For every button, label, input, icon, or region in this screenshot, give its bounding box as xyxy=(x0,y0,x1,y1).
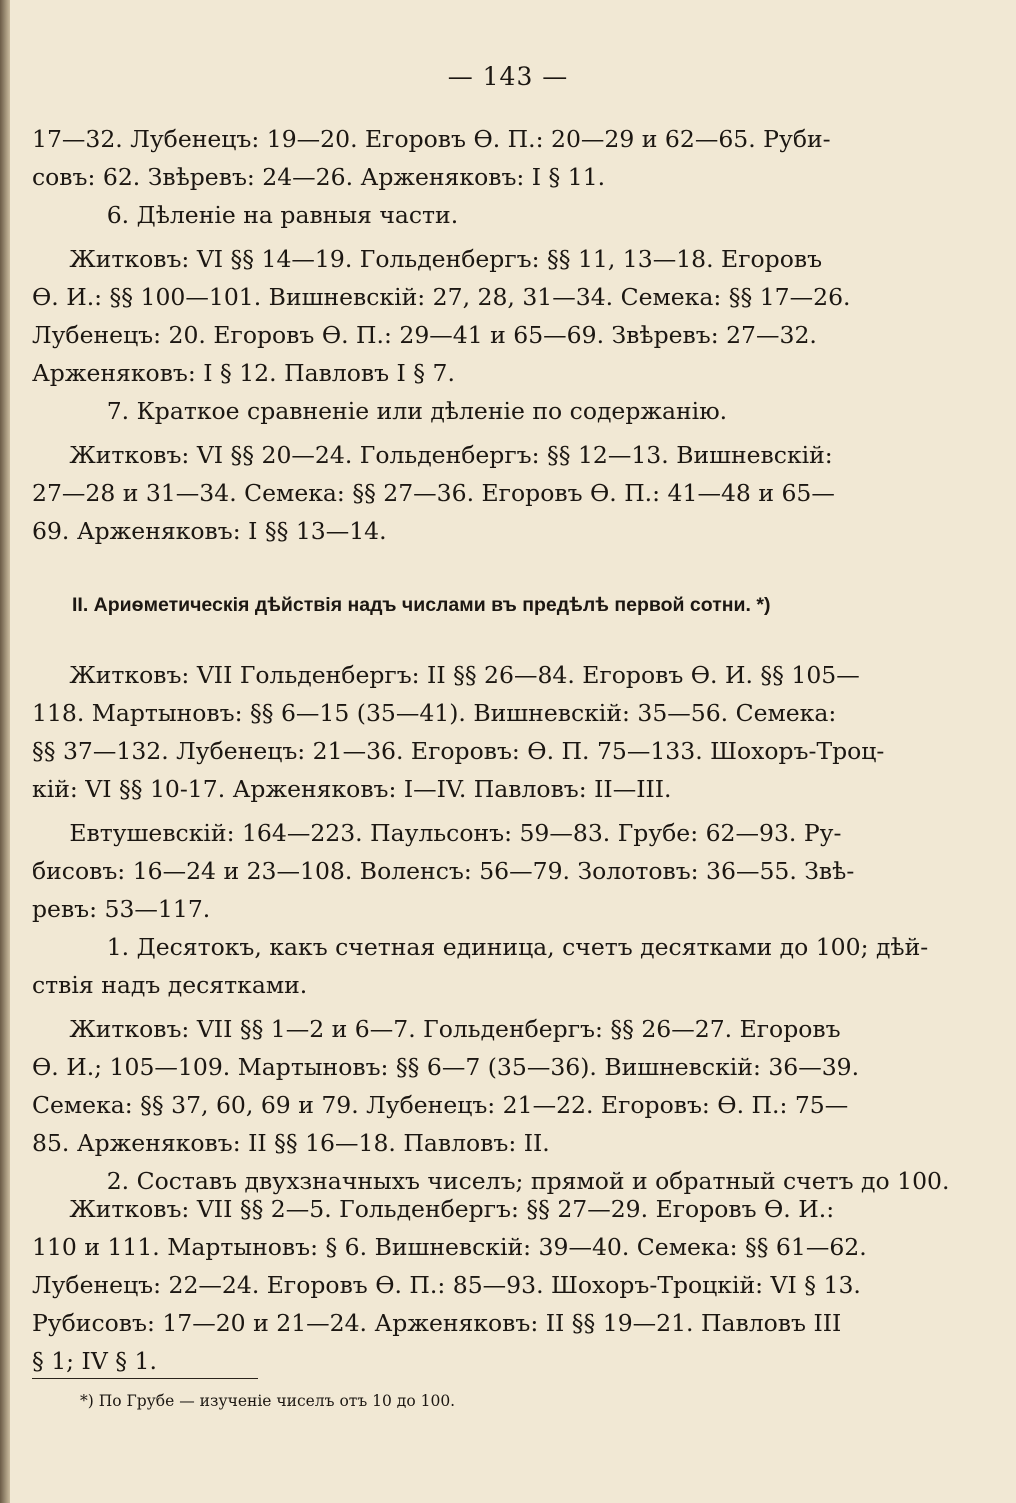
paragraph-block xyxy=(32,814,932,1004)
text-line: 17—32. Лубенецъ: 19—20. Егоровъ Ѳ. П.: 20—29 и 62—65. Руби- xyxy=(32,125,831,153)
text-line: Житковъ: VII §§ 1—2 и 6—7. Гольденбергъ: §§ 26—27. Егоровъ xyxy=(32,1015,841,1043)
text-line: Житковъ: VI §§ 14—19. Гольденбергъ: §§ 11, 13—18. Егоровъ xyxy=(32,245,823,273)
paragraph-block xyxy=(32,240,932,430)
footnote-rule xyxy=(32,1378,258,1379)
text-line: кій: VI §§ 10-17. Арженяковъ: I—IV. Павловъ: II—III. xyxy=(32,775,672,803)
text-line: 2. Составъ двухзначныхъ чиселъ; прямой и обратный счетъ до 100. xyxy=(32,1167,950,1195)
text-line: § 1; IV § 1. xyxy=(32,1347,157,1375)
section-heading: II. Ариѳметическія дѣйствія надъ числами въ предѣлѣ первой сотни. *) xyxy=(72,594,771,616)
text-line: 7. Краткое сравненіе или дѣленіе по содержанію. xyxy=(32,397,728,425)
text-line: Ѳ. И.: §§ 100—101. Вишневскій: 27, 28, 31—34. Семека: §§ 17—26. xyxy=(32,283,851,311)
text-line: 27—28 и 31—34. Семека: §§ 27—36. Егоровъ Ѳ. П.: 41—48 и 65— xyxy=(32,479,835,507)
text-line: 118. Мартыновъ: §§ 6—15 (35—41). Вишневскій: 35—56. Семека: xyxy=(32,699,837,727)
text-line: 85. Арженяковъ: II §§ 16—18. Павловъ: II. xyxy=(32,1129,550,1157)
text-line: совъ: 62. Звѣревъ: 24—26. Арженяковъ: I § 11. xyxy=(32,163,606,191)
text-line: §§ 37—132. Лубенецъ: 21—36. Егоровъ: Ѳ. П. 75—133. Шохоръ-Троц- xyxy=(32,737,885,765)
text-line: 1. Десятокъ, какъ счетная единица, счетъ десятками до 100; дѣй- xyxy=(32,933,929,961)
text-line: ствія надъ десятками. xyxy=(32,971,308,999)
text-line: ревъ: 53—117. xyxy=(32,895,211,923)
text-line: Евтушевскій: 164—223. Паульсонъ: 59—83. Грубе: 62—93. Ру- xyxy=(32,819,842,847)
text-line: Лубенецъ: 22—24. Егоровъ Ѳ. П.: 85—93. Шохоръ-Троцкій: VI § 13. xyxy=(32,1271,861,1299)
paragraph-block xyxy=(32,656,932,808)
text-line: 110 и 111. Мартыновъ: § 6. Вишневскій: 39—40. Семека: §§ 61—62. xyxy=(32,1233,867,1261)
text-line: 6. Дѣленіе на равныя части. xyxy=(32,201,459,229)
paragraph-block xyxy=(32,120,932,234)
text-line: Житковъ: VII Гольденбергъ: II §§ 26—84. Егоровъ Ѳ. И. §§ 105— xyxy=(32,661,860,689)
paragraph-block xyxy=(32,436,932,550)
text-line: Арженяковъ: I § 12. Павловъ I § 7. xyxy=(32,359,455,387)
text-line: Житковъ: VII §§ 2—5. Гольденбергъ: §§ 27—29. Егоровъ Ѳ. И.: xyxy=(32,1195,835,1223)
page-number: — 143 — xyxy=(447,62,569,91)
text-line: Лубенецъ: 20. Егоровъ Ѳ. П.: 29—41 и 65—69. Звѣревъ: 27—32. xyxy=(32,321,817,349)
text-line: бисовъ: 16—24 и 23—108. Воленсъ: 56—79. Золотовъ: 36—55. Звѣ- xyxy=(32,857,855,885)
paragraph-block xyxy=(32,1010,950,1200)
paragraph-block xyxy=(32,1190,932,1380)
text-line: Ѳ. И.; 105—109. Мартыновъ: §§ 6—7 (35—36). Вишневскій: 36—39. xyxy=(32,1053,860,1081)
text-line: Рубисовъ: 17—20 и 21—24. Арженяковъ: II §§ 19—21. Павловъ III xyxy=(32,1309,842,1337)
footnote: *) По Грубе — изученіе чиселъ отъ 10 до 100. xyxy=(80,1392,456,1410)
text-line: 69. Арженяковъ: I §§ 13—14. xyxy=(32,517,387,545)
page-edge xyxy=(0,0,10,1503)
text-line: Семека: §§ 37, 60, 69 и 79. Лубенецъ: 21—22. Егоровъ: Ѳ. П.: 75— xyxy=(32,1091,849,1119)
text-line: Житковъ: VI §§ 20—24. Гольденбергъ: §§ 12—13. Вишневскій: xyxy=(32,441,833,469)
